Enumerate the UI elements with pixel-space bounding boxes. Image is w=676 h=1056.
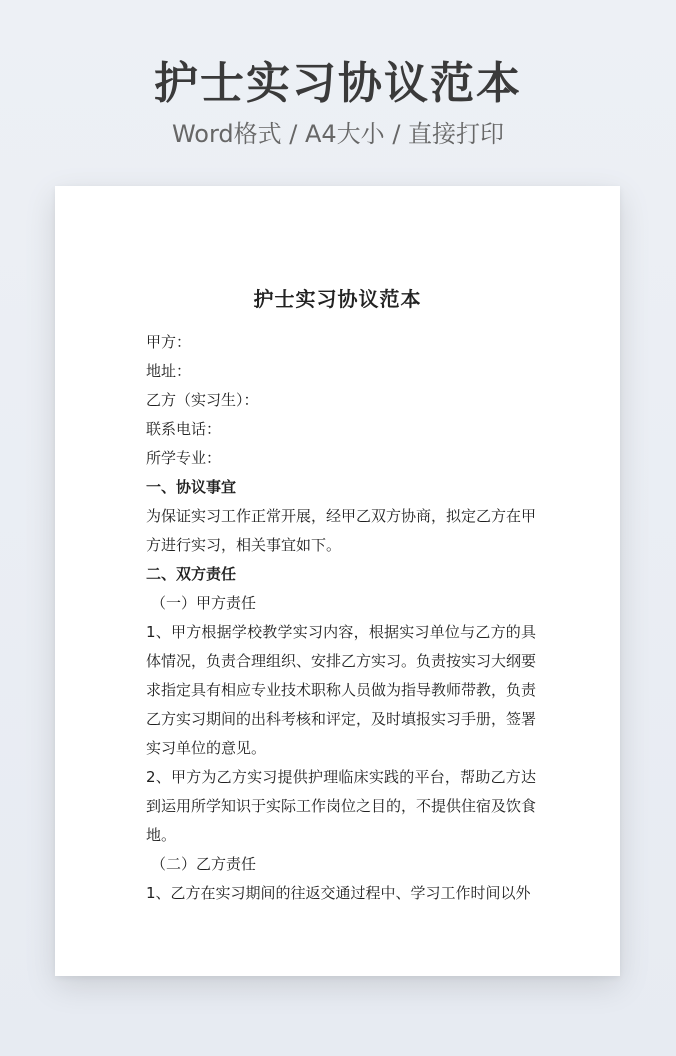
subsection-2-title: （二）乙方责任 bbox=[151, 855, 257, 873]
phone-field: 联系电话： bbox=[146, 420, 222, 438]
section-2-title: 二、双方责任 bbox=[146, 565, 237, 583]
subsection-1-title: （一）甲方责任 bbox=[151, 594, 257, 612]
address-field: 地址： bbox=[146, 362, 192, 380]
section-1-title: 一、协议事宜 bbox=[146, 478, 237, 496]
party-b-field: 乙方（实习生）： bbox=[146, 391, 259, 409]
subsection-1-item-1: 1、甲方根据学校教学实习内容，根据实习单位与乙方的具体情况，负责合理组织、安排乙方实习。负责按实习大纲要求指定具有相应专业技术职称人员做为指导教师带教，负责乙方实习期间的出科考核和评定，及时填报实习手册，签署实习单位的意见。 bbox=[146, 623, 537, 757]
document-content bbox=[146, 328, 536, 908]
document-title: 护士实习协议范本 bbox=[253, 287, 422, 311]
subsection-1-item-2: 2、甲方为乙方实习提供护理临床实践的平台，帮助乙方达到运用所学知识于实际工作岗位之目的，不提供住宿及饮食地。 bbox=[146, 768, 537, 844]
party-a-field: 甲方： bbox=[146, 333, 192, 351]
section-1-text: 为保证实习工作正常开展，经甲乙双方协商，拟定乙方在甲方进行实习，相关事宜如下。 bbox=[146, 507, 537, 554]
hero-subtitle: Word格式 / A4大小 / 直接打印 bbox=[171, 120, 505, 149]
document-paper bbox=[55, 186, 620, 976]
hero-banner bbox=[0, 60, 676, 149]
hero-title: 护士实习协议范本 bbox=[154, 58, 522, 109]
major-field: 所学专业： bbox=[146, 449, 222, 467]
subsection-2-item-1: 1、乙方在实习期间的往返交通过程中、学习工作时间以外 bbox=[146, 884, 531, 902]
